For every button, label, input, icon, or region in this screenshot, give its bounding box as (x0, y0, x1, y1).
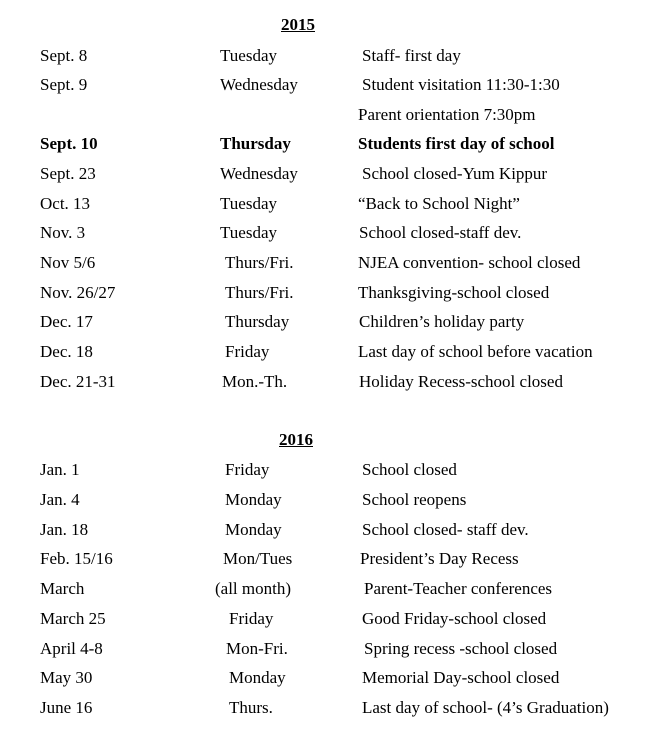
calendar-row (0, 370, 661, 394)
row-event: Students first day of school (358, 134, 555, 153)
row-event: School closed (362, 460, 457, 479)
row-day: Thurs. (229, 698, 273, 717)
row-date: Sept. 10 (40, 134, 98, 153)
calendar-row (0, 577, 661, 601)
row-date: Sept. 23 (40, 164, 96, 183)
row-day: Tuesday (220, 223, 277, 242)
row-date: April 4-8 (40, 639, 103, 658)
row-day: Thursday (225, 312, 290, 331)
row-event: Staff- first day (362, 46, 461, 65)
calendar-row (0, 221, 661, 245)
calendar-row (0, 340, 661, 364)
row-event: Thanksgiving-school closed (358, 283, 550, 302)
row-event: Last day of school- (4’s Graduation) (362, 698, 609, 717)
row-day: Monday (225, 520, 282, 539)
row-day: Friday (225, 460, 270, 479)
row-date: Dec. 18 (40, 342, 93, 361)
row-date: Dec. 17 (40, 312, 93, 331)
row-date: Oct. 13 (40, 194, 91, 213)
row-day: Mon/Tues (223, 549, 293, 568)
row-event: Memorial Day-school closed (362, 668, 560, 687)
row-day: Friday (225, 342, 270, 361)
calendar-row (0, 103, 661, 127)
row-day: Mon.-Th. (222, 372, 288, 391)
row-event: Holiday Recess-school closed (359, 372, 563, 391)
calendar-row (0, 547, 661, 571)
row-day: Thurs/Fri. (225, 283, 294, 302)
row-date: Nov. 26/27 (40, 283, 116, 302)
row-event: Student visitation 11:30-1:30 (362, 75, 560, 94)
row-day: Thursday (220, 134, 291, 153)
row-day: Wednesday (220, 164, 298, 183)
row-event: Last day of school before vacation (358, 342, 593, 361)
calendar-row (0, 73, 661, 97)
row-event: Parent-Teacher conferences (364, 579, 553, 598)
row-day: Mon-Fri. (226, 639, 288, 658)
row-day: Monday (225, 490, 282, 509)
row-event: School reopens (362, 490, 467, 509)
row-date: June 16 (40, 698, 93, 717)
row-date: Sept. 8 (40, 46, 88, 65)
row-event: School closed-Yum Kippur (362, 164, 548, 183)
row-date: Feb. 15/16 (40, 549, 113, 568)
row-date: Jan. 4 (40, 490, 80, 509)
year-heading: 2015 (281, 15, 315, 34)
row-day: Tuesday (220, 46, 277, 65)
year-heading: 2016 (279, 430, 313, 449)
row-event: Spring recess -school closed (364, 639, 558, 658)
row-day: Wednesday (220, 75, 298, 94)
calendar-row (0, 666, 661, 690)
calendar-row (0, 518, 661, 542)
row-date: March (40, 579, 85, 598)
calendar-row (0, 607, 661, 631)
calendar-row (0, 192, 661, 216)
row-date: Dec. 21-31 (40, 372, 116, 391)
calendar-row (0, 162, 661, 186)
row-event: “Back to School Night” (358, 194, 520, 213)
row-day: Monday (229, 668, 286, 687)
row-date: May 30 (40, 668, 93, 687)
row-event: School closed-staff dev. (359, 223, 522, 242)
row-event: Children’s holiday party (359, 312, 525, 331)
row-date: Nov 5/6 (40, 253, 96, 272)
row-event: Good Friday-school closed (362, 609, 547, 628)
row-day: Tuesday (220, 194, 277, 213)
row-date: March 25 (40, 609, 106, 628)
calendar-row (0, 44, 661, 68)
calendar-row (0, 488, 661, 512)
row-event: President’s Day Recess (360, 549, 519, 568)
calendar-row (0, 310, 661, 334)
calendar-row (0, 251, 661, 275)
row-event: NJEA convention- school closed (358, 253, 581, 272)
row-date: Nov. 3 (40, 223, 86, 242)
calendar-row (0, 637, 661, 661)
row-day: Thurs/Fri. (225, 253, 294, 272)
row-day: (all month) (215, 579, 292, 598)
calendar-row (0, 132, 661, 156)
calendar-row (0, 458, 661, 482)
row-event: School closed- staff dev. (362, 520, 529, 539)
row-date: Jan. 1 (40, 460, 80, 479)
row-event: Parent orientation 7:30pm (358, 105, 536, 124)
calendar-row (0, 281, 661, 305)
row-day: Friday (229, 609, 274, 628)
row-date: Sept. 9 (40, 75, 88, 94)
calendar-row (0, 696, 661, 720)
row-date: Jan. 18 (40, 520, 89, 539)
